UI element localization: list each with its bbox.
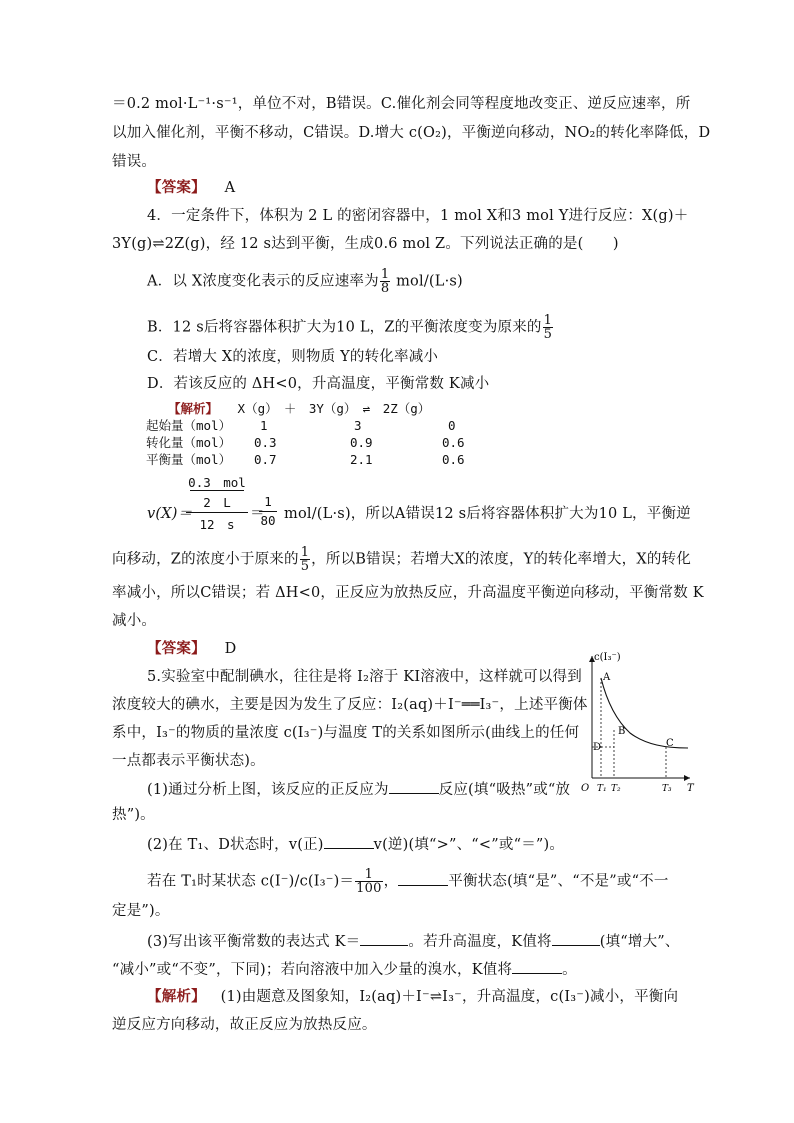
part-text: (填“增大”、 [599,934,680,950]
analysis-tag: 【解析】 [168,401,219,416]
solution-text: ，所以B错误；若增大X的浓度，Y的转化率增大，X的转化 [311,551,691,568]
q5-part-2-end: 定是”)。 [112,903,170,919]
q4-solution-line-2 [112,546,691,573]
q4-stem-line-1: 4．一定条件下，体积为 2 L 的密闭容器中，1 mol X和3 mol Y进行反应：X(g)＋ [147,208,689,224]
reaction-header: X（g） ＋ 3Y（g） ⇌ 2Z（g） [237,401,431,416]
ratio-fraction [355,868,382,895]
fraction-numerator: 1 [543,313,553,328]
equilibrium-curve [601,678,688,748]
result-denominator: 80 [260,513,276,528]
part-text: 。若升高温度，K值将 [408,934,552,950]
option-a-text: A．以 X浓度变化表示的反应速率为 [147,273,379,290]
part-text: 平衡状态(填“是”、“不是”或“不一 [448,873,669,890]
fraction-denominator: 8 [380,281,390,296]
option-b-fraction [543,314,553,341]
row-label: 起始量（mol） [146,418,232,433]
inner-fraction-bar [190,490,244,491]
q4-solution-line-3: 率减小，所以C错误；若 ΔH<0，正反应为放热反应，升高温度平衡逆向移动，平衡常数 K [112,585,704,601]
cell-z: 0.6 [442,435,465,450]
answer-blank[interactable] [552,931,600,946]
answer-value: A [224,180,236,196]
fraction-numerator: 1 [355,868,382,882]
rate-tail: mol/(L·s)，所以A错误12 s后将容器体积扩大为10 L，平衡逆 [284,506,691,522]
fraction-numerator: 1 [380,267,390,282]
rate-label: v(X)＝ [147,506,193,522]
q5-analysis-line-2: 逆反应方向移动，故正反应为放热反应。 [112,1017,377,1033]
q4-answer-line [147,640,236,658]
q5-part-2-state [147,868,669,895]
inner-numerator: 0.3 mol [188,475,246,490]
cell-y: 0.9 [350,435,373,450]
fraction-denominator: 100 [356,881,382,896]
point-label: B [618,726,626,737]
q3-solution-line-3: 错误。 [112,154,157,170]
part-text: “减小”或“不变”，下同)；若向溶液中加入少量的溴水，K值将 [112,962,513,978]
row-label: 平衡量（mol） [146,452,232,467]
answer-blank[interactable] [324,834,374,849]
q4-analysis-header [168,401,430,417]
solution-text: 向移动，Z的浓度小于原来的 [112,551,299,568]
q4-solution-line-4: 减小。 [112,613,157,629]
cell-y: 2.1 [350,452,373,467]
q5-analysis-line-1 [147,988,678,1006]
result-fraction-bar [259,511,277,512]
equals-sign: ＝ [250,506,265,522]
cell-y: 3 [354,418,362,433]
q4-option-c: C．若增大 X的浓度，则物质 Y的转化率减小 [147,349,439,365]
q5-part-1 [147,779,570,799]
table-row [146,435,465,451]
answer-tag: 【答案】 [147,640,206,657]
cell-x: 0.7 [254,452,277,467]
part-text: 。 [562,962,577,978]
x-axis-arrow [684,775,690,781]
q5-part-2 [147,834,564,854]
concentration-temperature-graph [574,650,698,796]
part-text: (3)写出该平衡常数的表达式 K＝ [147,934,361,950]
part-text: v(逆)(填“>”、“<”或“＝”)。 [373,837,565,853]
tick-label: T₁ [597,784,607,794]
part-text: 若在 T₁时某状态 c(I⁻)/c(I₃⁻)＝ [147,873,355,890]
analysis-text: (1)由题意及图象知，I₂(aq)＋I⁻⇌I₃⁻，升高温度，c(I₃⁻)减小，平衡向 [220,989,679,1005]
answer-blank[interactable] [389,779,439,794]
option-a-unit: mol/(L·s) [396,273,463,290]
answer-value: D [224,641,237,657]
outer-denominator: 12 s [199,517,235,532]
q3-solution-line-1: ＝0.2 mol·L⁻¹·s⁻¹，单位不对，B错误。C.催化剂会同等程度地改变正、逆反应速率，所 [112,96,691,112]
part-text: 反应(填“吸热”或“放 [438,782,571,798]
option-a-fraction [380,268,390,295]
cell-x: 1 [260,418,268,433]
y-axis-label: c(I₃⁻) [594,652,621,663]
tick-label: T₃ [662,784,672,794]
inner-denominator: 2 L [203,495,231,510]
point-label: A [603,672,611,683]
q5-stem-line-3: 系中，I₃⁻的物质的量浓度 c(I₃⁻)与温度 T的关系如图所示(曲线上的任何 [112,725,580,741]
analysis-tag: 【解析】 [147,988,206,1005]
answer-blank[interactable] [512,959,562,974]
point-label: D [593,742,602,753]
q3-answer-line [147,179,235,197]
q5-part-3 [147,931,680,951]
q4-option-b [147,314,554,341]
option-b-text: B．12 s后将容器体积扩大为10 L，Z的平衡浓度变为原来的 [147,319,542,336]
q3-solution-line-2: 以加入催化剂，平衡不移动，C错误。D.增大 c(O₂)，平衡逆向移动，NO₂的转化率降低，D [112,125,711,141]
result-numerator: 1 [264,494,272,509]
fraction-denominator: 5 [543,327,553,342]
answer-blank[interactable] [398,871,448,886]
outer-fraction-bar [186,512,248,513]
fraction-numerator: 1 [300,545,310,560]
part-text: (2)在 T₁、D状态时，v(正) [147,837,324,853]
q5-part-3-line-2 [112,959,577,979]
q4-stem-line-2: 3Y(g)⇌2Z(g)，经 12 s达到平衡，生成0.6 mol Z。下列说法正确的是( ) [112,236,619,252]
q5-stem-line-4: 一点都表示平衡状态)。 [112,753,265,769]
table-row [146,452,465,468]
point-label: C [666,738,674,749]
solution-fraction [300,546,310,573]
q4-option-d: D．若该反应的 ΔH<0，升高温度，平衡常数 K减小 [147,376,490,392]
origin-label: O [581,783,590,794]
fraction-denominator: 5 [300,559,310,574]
answer-tag: 【答案】 [147,179,206,196]
row-label: 转化量（mol） [146,435,232,450]
part-text: (1)通过分析上图，该反应的正反应为 [147,782,389,798]
part-text: ， [383,873,399,890]
table-row [146,418,456,434]
tick-label: T₂ [611,784,621,794]
q4-option-a [147,268,463,295]
q5-stem-line-1: 5.实验室中配制碘水，往往是将 I₂溶于 KI溶液中，这样就可以得到 [147,669,582,685]
cell-z: 0.6 [442,452,465,467]
q5-stem-line-2: 浓度较大的碘水，主要是因为发生了反应：I₂(aq)＋I⁻══I₃⁻，上述平衡体 [112,697,588,713]
q5-part-1-end: 热”)。 [112,807,155,823]
cell-z: 0 [448,418,456,433]
answer-blank[interactable] [360,931,408,946]
cell-x: 0.3 [254,435,277,450]
x-axis-label: T [687,783,694,794]
